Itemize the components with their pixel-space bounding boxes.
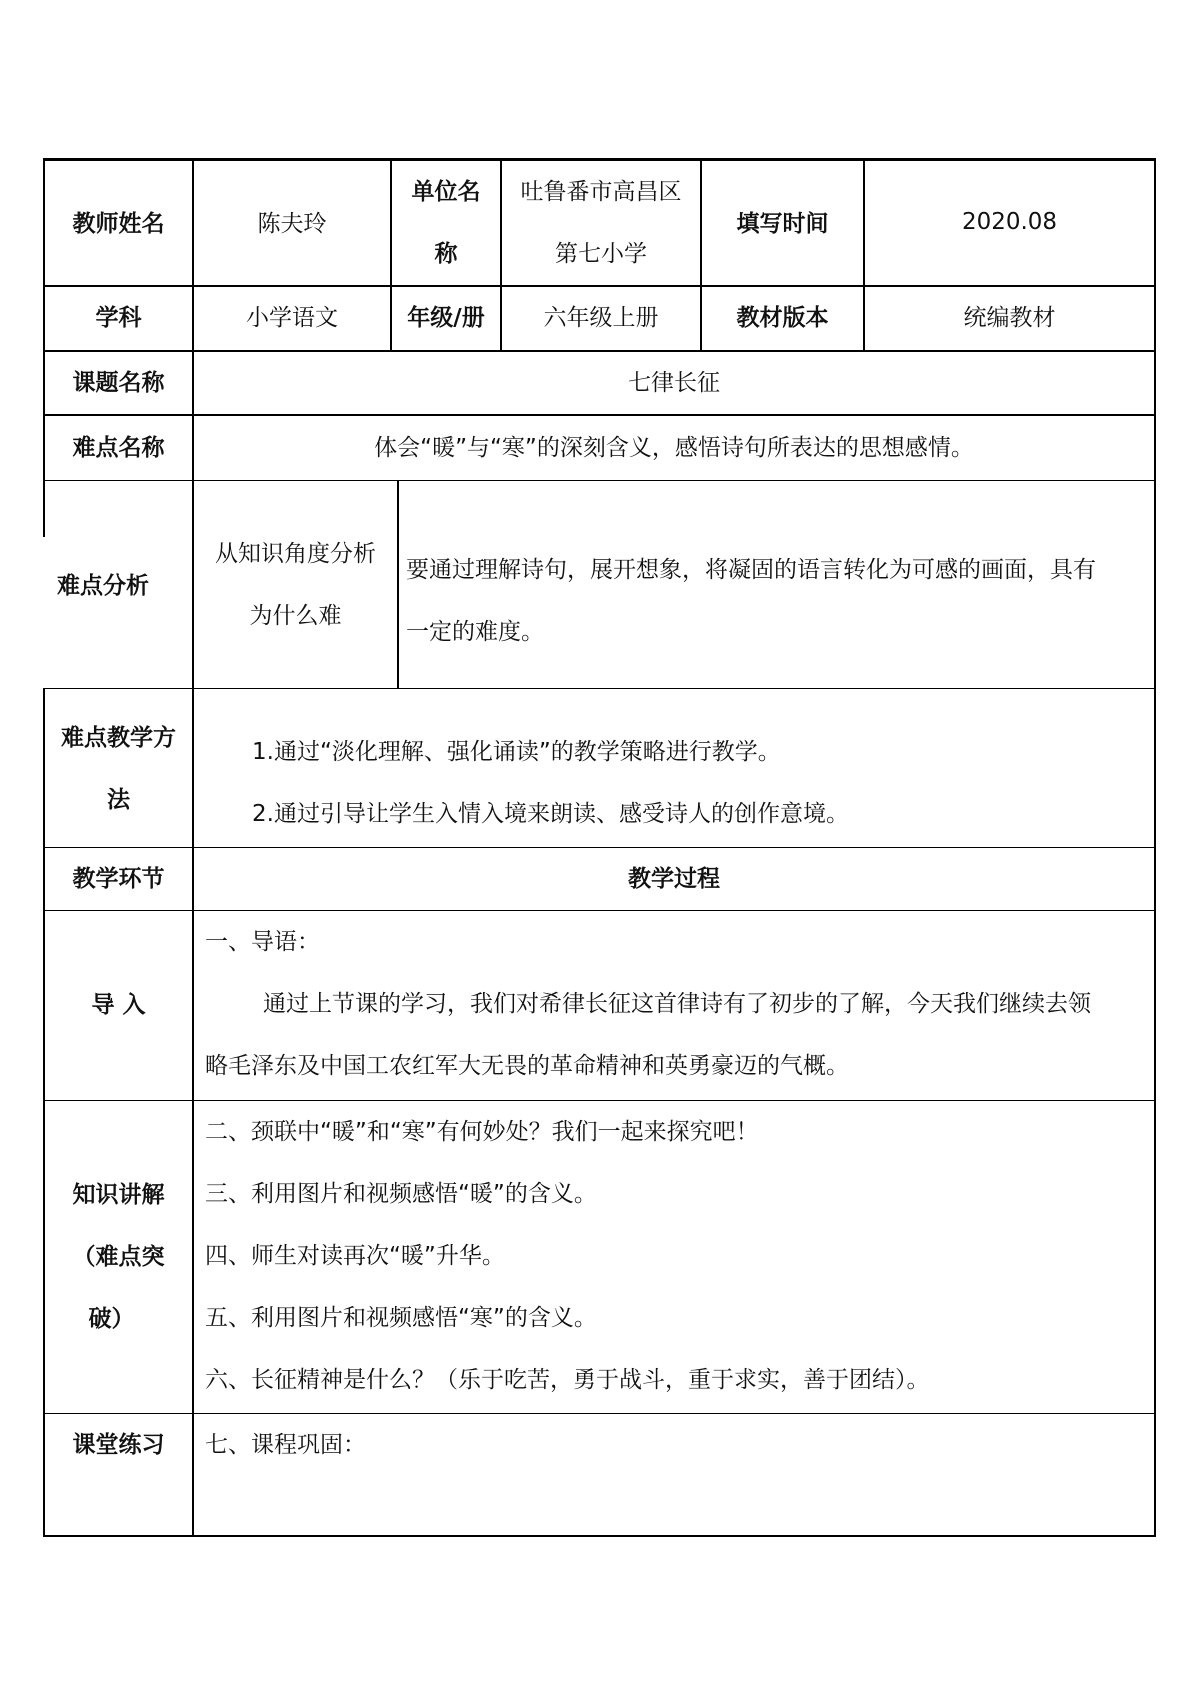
row-divider xyxy=(43,688,1156,689)
method-label xyxy=(45,707,192,831)
process-header-label: 教学过程 xyxy=(628,866,720,892)
stage-header-label: 教学环节 xyxy=(72,866,165,892)
method-label-line2: 法 xyxy=(107,787,130,813)
unit-name-line1: 吐鲁番市高昌区 xyxy=(520,179,682,205)
knowledge-label-line2: （难点突 xyxy=(72,1244,165,1270)
row-divider xyxy=(43,414,1156,416)
analysis-text xyxy=(406,539,1151,663)
analysis-sub-label-line1: 从知识角度分析 xyxy=(215,541,376,567)
list-item: 三、利用图片和视频感悟“暖”的含义。 xyxy=(205,1181,597,1207)
intro-label: 导 入 xyxy=(91,992,146,1018)
knowledge-label-line1: 知识讲解 xyxy=(72,1182,165,1208)
knowledge-label xyxy=(45,1164,192,1350)
list-item: 2.通过引导让学生入情入境来朗读、感受诗人的创作意境。 xyxy=(252,801,849,827)
knowledge-label-line3: 破） xyxy=(88,1306,135,1332)
topic-label: 课题名称 xyxy=(72,370,165,396)
analysis-sub-label xyxy=(194,523,397,647)
topic-value: 七律长征 xyxy=(628,370,720,396)
fill-time: 2020.08 xyxy=(961,209,1058,235)
intro-content xyxy=(205,911,1150,1097)
intro-text-line2: 略毛泽东及中国工农红军大无畏的革命精神和英勇豪迈的气概。 xyxy=(205,1053,849,1079)
list-item: 四、师生对读再次“暖”升华。 xyxy=(205,1243,505,1269)
intro-text-line1: 通过上节课的学习，我们对希律长征这首律诗有了初步的了解，今天我们继续去领 xyxy=(263,991,1091,1017)
analysis-label: 难点分析 xyxy=(57,573,149,599)
list-item: 二、颈联中“暖”和“寒”有何妙处？我们一起来探究吧！ xyxy=(205,1119,759,1145)
unit-name-line2: 第七小学 xyxy=(555,241,647,267)
textbook: 统编教材 xyxy=(963,305,1056,331)
unit-label xyxy=(392,161,500,285)
row-divider xyxy=(43,480,1156,481)
difficulty-value: 体会“暖”与“寒”的深刻含义，感悟诗句所表达的思想感情。 xyxy=(374,435,974,461)
difficulty-label: 难点名称 xyxy=(72,435,165,461)
analysis-text-line2: 一定的难度。 xyxy=(406,619,544,645)
list-item: 1.通过“淡化理解、强化诵读”的教学策略进行教学。 xyxy=(252,739,781,765)
practice-label: 课堂练习 xyxy=(72,1432,165,1458)
table-border-bottom xyxy=(43,1535,1156,1537)
intro-heading: 一、导语： xyxy=(205,929,320,955)
unit-name xyxy=(502,161,700,285)
textbook-label: 教材版本 xyxy=(736,305,829,331)
teacher-name-label: 教师姓名 xyxy=(72,211,165,237)
practice-text: 七、课程巩固： xyxy=(205,1432,366,1458)
subject: 小学语文 xyxy=(246,305,338,331)
column-divider xyxy=(397,480,399,689)
unit-label-line1: 单位名 xyxy=(411,179,481,205)
list-item: 六、长征精神是什么？（乐于吃苦，勇于战斗，重于求实，善于团结）。 xyxy=(205,1367,930,1393)
method-label-line1: 难点教学方 xyxy=(61,725,176,751)
table-border-right xyxy=(1154,158,1156,1536)
list-item: 五、利用图片和视频感悟“寒”的含义。 xyxy=(205,1305,597,1331)
knowledge-items xyxy=(205,1101,1150,1411)
unit-label-line2: 称 xyxy=(434,241,458,267)
teacher-name: 陈夫玲 xyxy=(257,211,327,237)
analysis-text-line1: 要通过理解诗句，展开想象，将凝固的语言转化为可感的画面，具有 xyxy=(406,557,1096,583)
subject-label: 学科 xyxy=(95,305,142,331)
analysis-sub-label-line2: 为什么难 xyxy=(249,603,342,629)
grade-label: 年级/册 xyxy=(407,305,485,331)
grade: 六年级上册 xyxy=(543,305,659,331)
fill-time-label: 填写时间 xyxy=(736,211,829,237)
method-items xyxy=(252,721,1152,845)
